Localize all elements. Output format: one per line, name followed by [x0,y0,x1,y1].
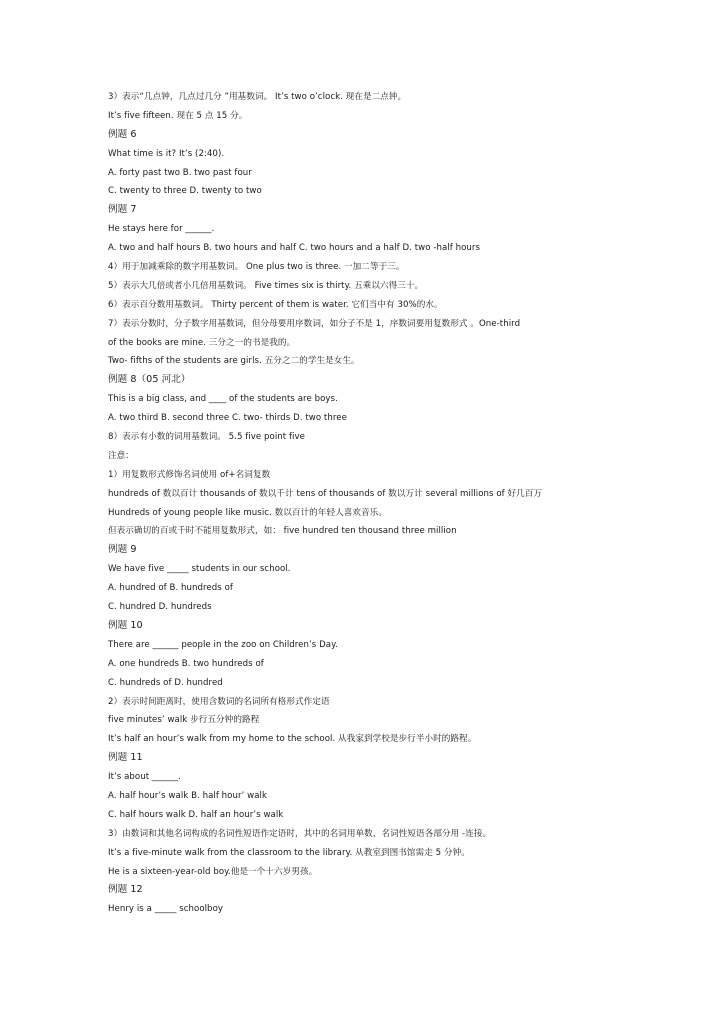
text-line: A. hundred of B. hundreds of [108,583,233,594]
text-line: C. hundreds of D. hundred [108,677,223,688]
example-heading: 例题 6 [108,128,137,140]
text-line: It’s about ______. [108,772,181,783]
text-line: C. hundred D. hundreds [108,602,212,613]
text-line: 注意： [108,450,134,461]
document-body [108,88,628,919]
text-line: 5）表示大几倍或者小几倍用基数词。 Five times six is thirty. 五乘以六得三十。 [108,280,424,291]
text-line: A. half hour’s walk B. half hour’ walk [108,790,267,801]
text-line: five minutes’ walk 步行五分钟的路程 [108,715,260,726]
text-line: A. two third B. second three C. two- thirds D. two three [108,413,347,424]
text-line: 2）表示时间距离时，使用含数词的名词所有格形式作定语 [108,696,330,707]
text-line: A. two and half hours B. two hours and half C. two hours and a half D. two -half hours [108,243,481,254]
example-heading: 例题 10 [108,619,143,631]
text-line: It’s half an hour’s walk from my home to the school. 从我家到学校是步行半小时的路程。 [108,734,477,745]
text-line: It’s a five-minute walk from the classroom to the library. 从教室到图书馆需走 5 分钟。 [108,847,470,858]
text-line: 1）用复数形式修饰名词使用 of+名词复数 [108,469,271,480]
text-line: 3）由数词和其他名词构成的名词性短语作定语时，其中的名词用单数，名词性短语各部分用 -连接。 [108,828,492,839]
text-line: of the books are mine. 三分之一的书是我的。 [108,337,296,348]
example-heading: 例题 9 [108,544,137,556]
text-line: There are ______ people in the zoo on Children’s Day. [108,639,338,650]
text-line: A. forty past two B. two past four [108,167,252,178]
text-line: It’s five fifteen. 现在 5 点 15 分。 [108,110,248,121]
text-line: Two- fifths of the students are girls. 五分之二的学生是女生。 [108,356,360,367]
text-line: 4）用于加减乘除的数字用基数词。 One plus two is three. 一加二等于三。 [108,262,405,273]
text-line: Henry is a _____ schoolboy [108,904,224,915]
example-heading: 例题 11 [108,752,143,764]
text-line: hundreds of 数以百计 thousands of 数以千计 tens of thousands of 数以万计 several millions of 好几百万 [108,488,543,499]
text-line: 6）表示百分数用基数词。 Thirty percent of them is water. 它们当中有 30%的水。 [108,299,443,310]
text-line: 3）表示“几点钟，几点过几分 ”用基数词。 It’s two o’clock. 现在是二点钟。 [108,92,407,102]
text-line: A. one hundreds B. two hundreds of [108,658,264,669]
text-line: He is a sixteen-year-old boy.他是一个十六岁男孩。 [108,866,318,877]
text-line: C. half hours walk D. half an hour’s walk [108,809,284,820]
text-line: What time is it? It’s (2:40). [108,148,225,159]
example-heading: 例题 8（05 河北） [108,374,191,386]
text-line: We have five _____ students in our school. [108,564,291,575]
text-line: 8）表示有小数的词用基数词。 5.5 five point five [108,432,305,443]
text-line: He stays here for ______. [108,224,215,235]
example-heading: 例题 12 [108,884,143,896]
text-line: Hundreds of young people like music. 数以百计的年轻人喜欢音乐。 [108,507,387,518]
text-line: This is a big class, and ____ of the students are boys. [108,394,338,405]
example-heading: 例题 7 [108,204,137,216]
text-line: 7）表示分数时，分子数字用基数词，但分母要用序数词，如分子不是 1，序数词要用复数形式 。One-third [108,318,521,329]
text-line: C. twenty to three D. twenty to two [108,186,262,197]
text-line: 但表示确切的百或千时不能用复数形式，如： five hundred ten thousand three million [108,526,457,537]
